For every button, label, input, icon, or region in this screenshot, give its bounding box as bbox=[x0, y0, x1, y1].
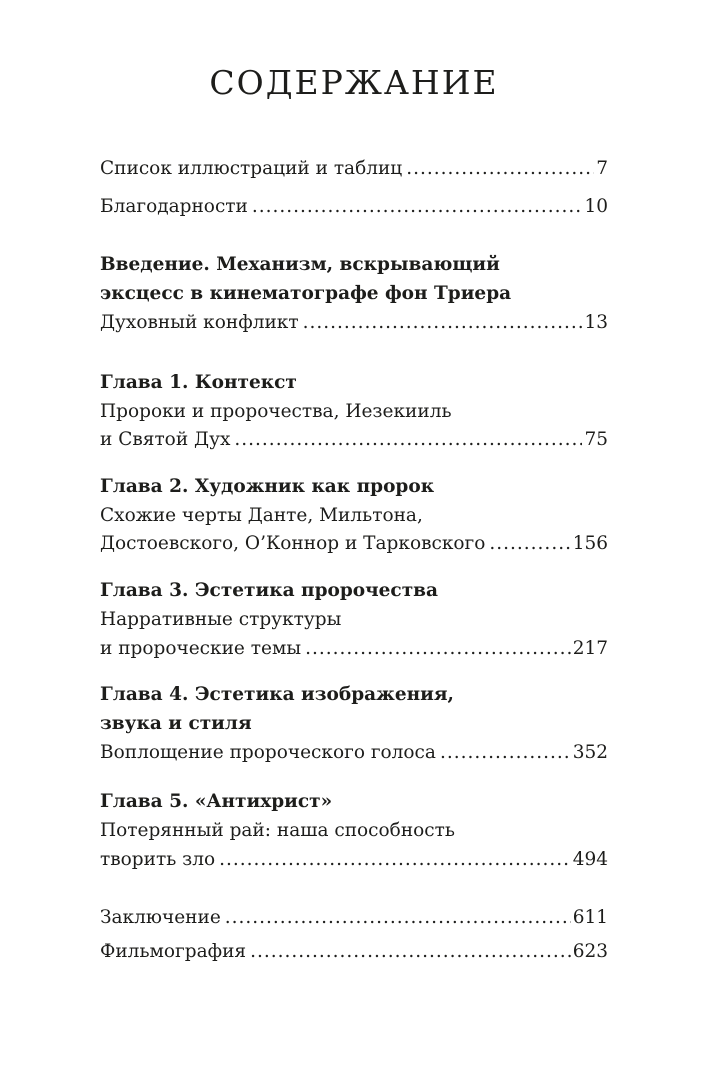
toc-entry-label: и Святой Дух bbox=[100, 429, 231, 450]
toc-entry-label: Благодарности bbox=[100, 196, 248, 217]
chapter-subtitle: Схожие черты Данте, Мильтона, bbox=[100, 505, 423, 526]
toc-entry-spiritual-conflict[interactable] bbox=[100, 308, 608, 338]
toc-entry-label: Воплощение пророческого голоса bbox=[100, 742, 436, 763]
toc-entry-acknowledgements[interactable] bbox=[100, 192, 608, 222]
chapter-heading: Глава 3. Эстетика пророчества bbox=[100, 580, 438, 601]
toc-entry-chapter-3[interactable] bbox=[100, 634, 608, 664]
toc-entry-label: Список иллюстраций и таблиц bbox=[100, 158, 403, 179]
toc-entry-label: творить зло bbox=[100, 849, 216, 870]
chapter-heading: Глава 4. Эстетика изображения, bbox=[100, 684, 454, 705]
toc-page-number: 7 bbox=[596, 158, 608, 179]
toc-page-number: 75 bbox=[584, 429, 608, 450]
toc-page-number: 217 bbox=[572, 638, 608, 659]
toc-page-number: 611 bbox=[572, 907, 608, 928]
dot-leader bbox=[219, 845, 571, 875]
chapter-heading: Глава 5. «Антихрист» bbox=[100, 791, 333, 812]
chapter-heading: Глава 2. Художник как пророк bbox=[100, 476, 435, 497]
chapter-subtitle: Пророки и пророчества, Иезекииль bbox=[100, 401, 452, 422]
toc-page-number: 10 bbox=[584, 196, 608, 217]
toc-entry-label: Достоевского, О’Коннор и Тарковского bbox=[100, 533, 486, 554]
toc-entry-chapter-2[interactable] bbox=[100, 529, 608, 559]
toc-entry-label: Духовный конфликт bbox=[100, 312, 299, 333]
page-title: СОДЕРЖАНИЕ bbox=[209, 63, 499, 102]
dot-leader bbox=[440, 738, 571, 768]
dot-leader bbox=[252, 192, 583, 222]
section-heading: эксцесс в кинематографе фон Триера bbox=[100, 283, 512, 304]
dot-leader bbox=[234, 425, 582, 455]
toc-entry-label: Заключение bbox=[100, 907, 221, 928]
section-heading: Введение. Механизм, вскрывающий bbox=[100, 254, 500, 275]
toc-page-number: 623 bbox=[572, 941, 608, 962]
toc-entry-label: и пророческие темы bbox=[100, 638, 302, 659]
toc-entry-chapter-5[interactable] bbox=[100, 845, 608, 875]
toc-entry-conclusion[interactable] bbox=[100, 903, 608, 933]
toc-page-number: 156 bbox=[572, 533, 608, 554]
toc-entry-filmography[interactable] bbox=[100, 937, 608, 967]
dot-leader bbox=[303, 308, 583, 338]
toc-entry-label: Фильмография bbox=[100, 941, 247, 962]
dot-leader bbox=[406, 154, 594, 184]
toc-page-number: 13 bbox=[584, 312, 608, 333]
dot-leader bbox=[250, 937, 571, 967]
toc-entry-illustrations[interactable] bbox=[100, 154, 608, 184]
chapter-subtitle: Нарративные структуры bbox=[100, 609, 342, 630]
toc-page-number: 352 bbox=[572, 742, 608, 763]
chapter-subtitle: Потерянный рай: наша способность bbox=[100, 820, 455, 841]
chapter-heading: звука и стиля bbox=[100, 713, 252, 734]
dot-leader bbox=[489, 529, 570, 559]
chapter-heading: Глава 1. Контекст bbox=[100, 372, 297, 393]
toc-page-number: 494 bbox=[572, 849, 608, 870]
dot-leader bbox=[305, 634, 571, 664]
dot-leader bbox=[225, 903, 571, 933]
toc-entry-chapter-4[interactable] bbox=[100, 738, 608, 768]
toc-entry-chapter-1[interactable] bbox=[100, 425, 608, 455]
